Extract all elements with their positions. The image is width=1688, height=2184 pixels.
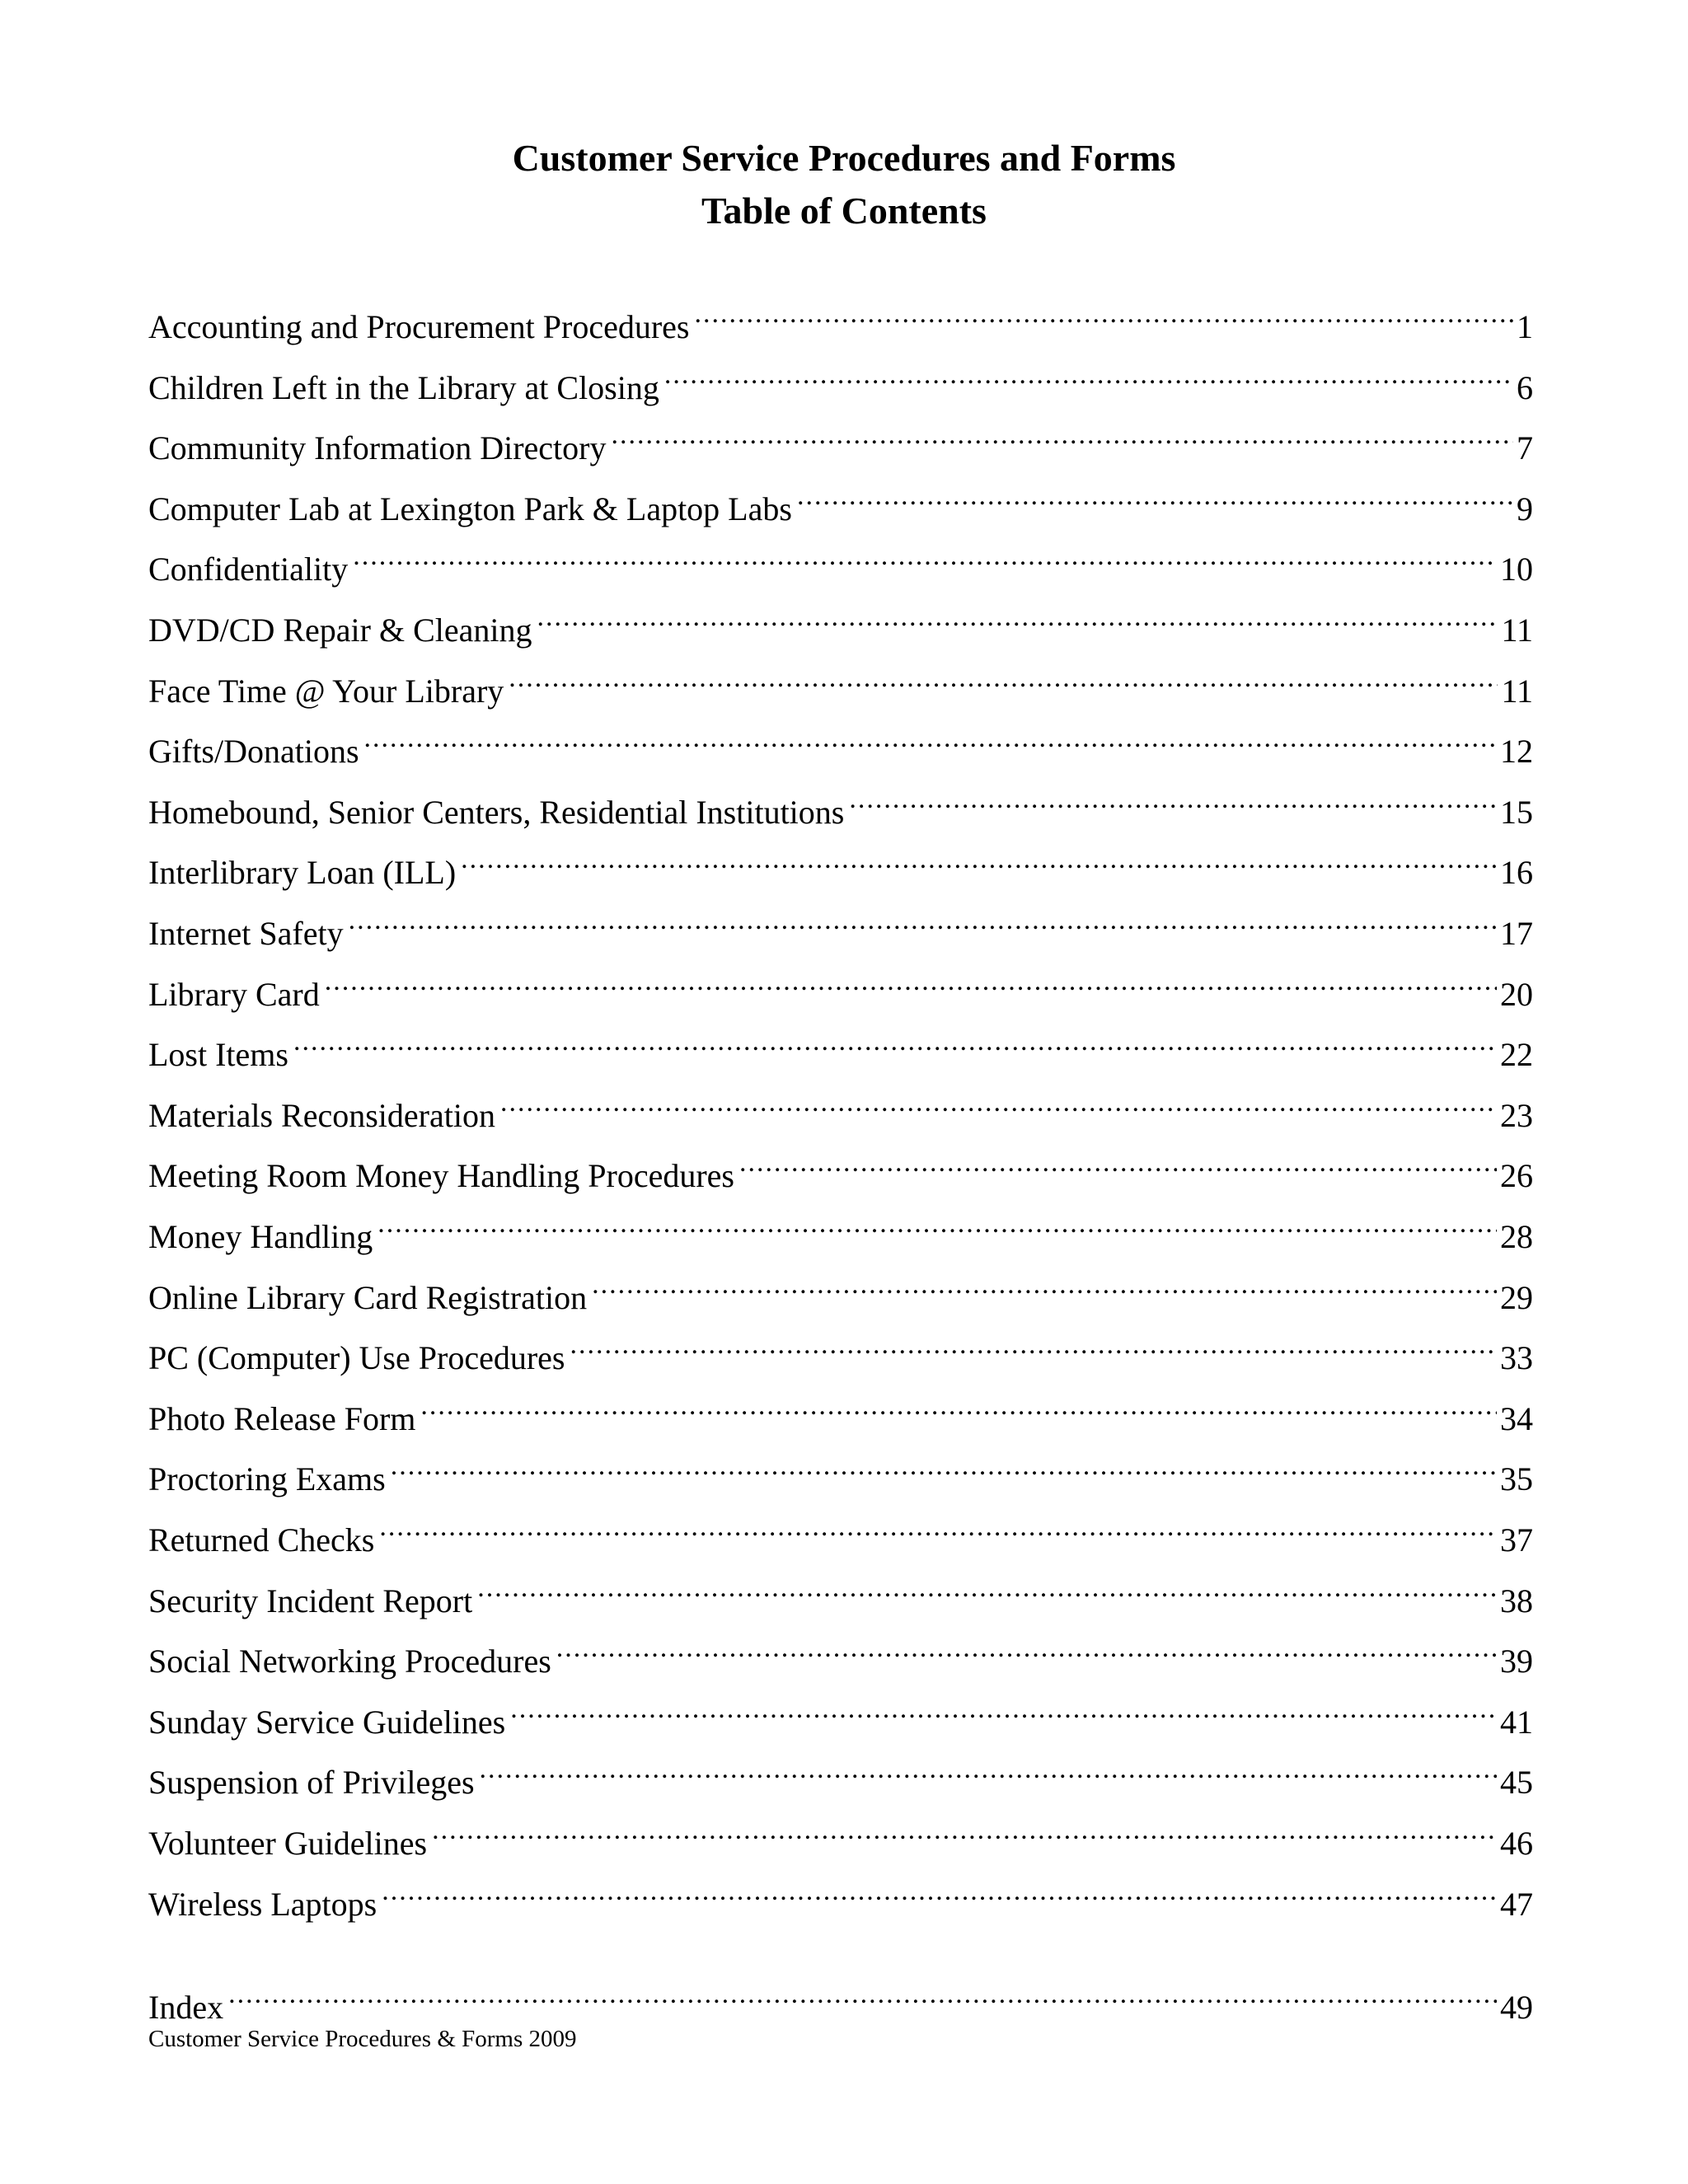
toc-dot-leader xyxy=(349,895,1497,944)
toc-entry xyxy=(148,956,1533,1013)
toc-entry xyxy=(148,288,1533,345)
toc-entry-label: Children Left in the Library at Closing xyxy=(148,363,664,413)
toc-entry xyxy=(148,1969,1533,2027)
toc-dot-leader xyxy=(382,1866,1497,1915)
toc-entry-label: PC (Computer) Use Procedures xyxy=(148,1333,570,1383)
toc-dot-leader xyxy=(592,1259,1497,1309)
toc-entry-label: Internet Safety xyxy=(148,909,349,958)
toc-entry-page-number: 49 xyxy=(1497,1983,1533,2032)
toc-entry-label: Suspension of Privileges xyxy=(148,1758,480,1807)
toc-entry xyxy=(148,1380,1533,1437)
toc-entry-label: Lost Items xyxy=(148,1030,293,1080)
toc-entry-page-number: 38 xyxy=(1497,1577,1533,1626)
toc-dot-leader xyxy=(694,288,1513,338)
toc-entry-label: Photo Release Form xyxy=(148,1394,420,1444)
toc-entry xyxy=(148,1441,1533,1498)
toc-entry xyxy=(148,1563,1533,1619)
toc-dot-leader xyxy=(293,1016,1497,1066)
toc-dot-leader xyxy=(477,1563,1497,1612)
toc-entry-label: Face Time @ Your Library xyxy=(148,667,509,716)
toc-entry-page-number: 10 xyxy=(1497,545,1533,594)
toc-entry-page-number: 29 xyxy=(1497,1273,1533,1323)
toc-dot-leader xyxy=(480,1744,1497,1793)
toc-entry xyxy=(148,1684,1533,1741)
toc-entry-page-number: 12 xyxy=(1497,727,1533,776)
toc-dot-leader xyxy=(432,1805,1497,1854)
toc-entry-page-number: 16 xyxy=(1497,848,1533,898)
toc-entry-label: Money Handling xyxy=(148,1212,377,1262)
toc-entry xyxy=(148,1744,1533,1802)
toc-entry xyxy=(148,1077,1533,1134)
toc-entry xyxy=(148,895,1533,952)
toc-entry-page-number: 26 xyxy=(1497,1151,1533,1201)
toc-entry-page-number: 9 xyxy=(1513,485,1533,534)
toc-entry-page-number: 17 xyxy=(1497,909,1533,958)
toc-dot-leader xyxy=(364,713,1497,762)
toc-entry-page-number: 35 xyxy=(1497,1455,1533,1504)
toc-entry-page-number: 7 xyxy=(1513,424,1533,473)
toc-entry xyxy=(148,713,1533,771)
toc-entry xyxy=(148,349,1533,406)
toc-dot-leader xyxy=(500,1077,1497,1127)
toc-entry xyxy=(148,1866,1533,1923)
toc-entry-label: Gifts/Donations xyxy=(148,727,364,776)
page-footer: Customer Service Procedures & Forms 2009 xyxy=(148,2026,577,2052)
toc-entry-label: Social Networking Procedures xyxy=(148,1637,556,1686)
toc-entry xyxy=(148,653,1533,710)
toc-entry-page-number: 41 xyxy=(1497,1698,1533,1747)
toc-entry xyxy=(148,1137,1533,1195)
toc-entry-label: Library Card xyxy=(148,970,325,1019)
toc-entry-page-number: 22 xyxy=(1497,1030,1533,1080)
toc-entry-label: Meeting Room Money Handling Procedures xyxy=(148,1151,739,1201)
toc-entry-label: Online Library Card Registration xyxy=(148,1273,592,1323)
toc-entry-label: DVD/CD Repair & Cleaning xyxy=(148,606,537,655)
toc-entry-page-number: 15 xyxy=(1497,788,1533,837)
toc-entry-page-number: 39 xyxy=(1497,1637,1533,1686)
toc-entry-page-number: 1 xyxy=(1513,302,1533,352)
toc-entry-label: Proctoring Exams xyxy=(148,1455,391,1504)
toc-entry-page-number: 34 xyxy=(1497,1394,1533,1444)
toc-dot-leader xyxy=(325,956,1497,1005)
toc-entry-label: Confidentiality xyxy=(148,545,353,594)
document-subtitle: Table of Contents xyxy=(701,190,987,232)
toc-dot-leader xyxy=(461,834,1497,883)
toc-dot-leader xyxy=(379,1502,1497,1551)
toc-dot-leader xyxy=(510,1684,1497,1733)
toc-entry-page-number: 6 xyxy=(1513,363,1533,413)
toc-entry-page-number: 20 xyxy=(1497,970,1533,1019)
toc-entry xyxy=(148,1502,1533,1558)
toc-entry-page-number: 33 xyxy=(1497,1333,1533,1383)
toc-entry-page-number: 47 xyxy=(1497,1880,1533,1929)
toc-dot-leader xyxy=(353,531,1497,580)
title-block xyxy=(0,132,1688,237)
toc-dot-leader xyxy=(570,1319,1497,1369)
toc-dot-leader xyxy=(537,592,1498,641)
toc-dot-leader xyxy=(556,1623,1497,1672)
document-title: Customer Service Procedures and Forms xyxy=(512,137,1176,179)
toc-entry-label: Materials Reconsideration xyxy=(148,1091,500,1141)
toc-entry xyxy=(148,1319,1533,1377)
toc-entry-page-number: 23 xyxy=(1497,1091,1533,1141)
toc-entry xyxy=(148,1623,1533,1680)
toc-entry xyxy=(148,1198,1533,1255)
toc-entry xyxy=(148,592,1533,649)
toc-dot-leader xyxy=(611,410,1513,459)
toc-dot-leader xyxy=(377,1198,1497,1248)
toc-entry-label: Returned Checks xyxy=(148,1516,379,1565)
toc-entry-label: Accounting and Procurement Procedures xyxy=(148,302,694,352)
toc-entry-label: Index xyxy=(148,1983,228,2032)
toc-entry-label: Sunday Service Guidelines xyxy=(148,1698,510,1747)
toc-entry xyxy=(148,531,1533,588)
toc-entry xyxy=(148,410,1533,467)
toc-entry-label: Community Information Directory xyxy=(148,424,611,473)
toc-dot-leader xyxy=(420,1380,1497,1430)
toc-entry-page-number: 46 xyxy=(1497,1819,1533,1868)
toc-entry-page-number: 45 xyxy=(1497,1758,1533,1807)
toc-entry-label: Computer Lab at Lexington Park & Laptop Labs xyxy=(148,485,797,534)
toc-entry xyxy=(148,1016,1533,1074)
toc-entry-page-number: 11 xyxy=(1498,606,1533,655)
toc-dot-leader xyxy=(849,774,1497,823)
toc-entry-page-number: 11 xyxy=(1498,667,1533,716)
toc-entry xyxy=(148,774,1533,831)
toc-dot-leader xyxy=(797,471,1513,520)
toc-entry-label: Wireless Laptops xyxy=(148,1880,382,1929)
toc-entry-label: Interlibrary Loan (ILL) xyxy=(148,848,461,898)
toc-dot-leader xyxy=(739,1137,1497,1187)
toc-entry-page-number: 37 xyxy=(1497,1516,1533,1565)
toc-entry xyxy=(148,1259,1533,1316)
toc-entry-label: Volunteer Guidelines xyxy=(148,1819,432,1868)
toc-entry-label: Security Incident Report xyxy=(148,1577,477,1626)
toc-dot-leader xyxy=(664,349,1513,399)
toc-entry-page-number: 28 xyxy=(1497,1212,1533,1262)
toc-entry xyxy=(148,1805,1533,1862)
toc-dot-leader xyxy=(509,653,1498,702)
toc-dot-leader xyxy=(228,1969,1497,2018)
toc-entry xyxy=(148,471,1533,527)
toc-entry xyxy=(148,834,1533,892)
toc-entry-label: Homebound, Senior Centers, Residential Institutions xyxy=(148,788,849,837)
toc-dot-leader xyxy=(391,1441,1497,1490)
